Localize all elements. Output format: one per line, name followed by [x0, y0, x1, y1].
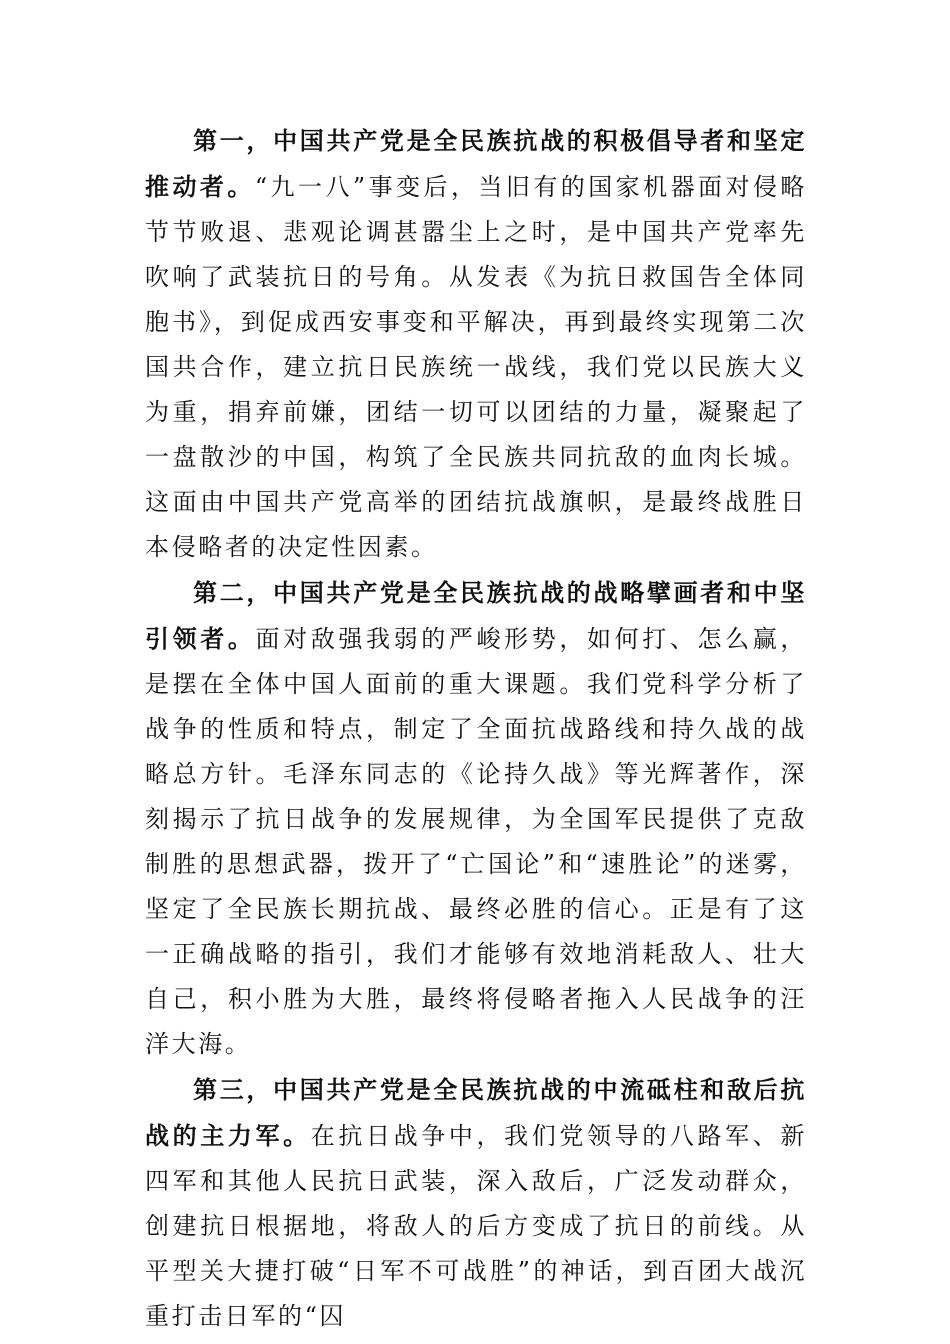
paragraph-3-lead: 第三，中国共产党是全民族抗战的中流砥柱和敌后抗战的主力军。 [145, 1075, 807, 1150]
paragraph-2 [145, 570, 807, 1067]
paragraph-3 [145, 1067, 807, 1339]
paragraph-2-lead: 第二，中国共产党是全民族抗战的战略擘画者和中坚引领者。 [145, 578, 807, 653]
paragraph-1-body: “九一八”事变后，当旧有的国家机器面对侵略节节败退、悲观论调甚嚣尘上之时，是中国共产党率先吹响了武装抗日的号角。从发表《为抗日救国告全体同胞书》，到促成西安事变和平解决，再到最终实现第二次国共合作，建立抗日民族统一战线，我们党以民族大义为重，捐弃前嫌，团结一切可以团结的力量，凝聚起了一盘散沙的中国，构筑了全民族共同抗敌的血肉长城。这面由中国共产党高举的团结抗战旗帜，是最终战胜日本侵略者的决定性因素。 [145, 173, 807, 561]
paragraph-1-lead: 第一，中国共产党是全民族抗战的积极倡导者和坚定推动者。 [145, 126, 807, 201]
paragraph-2-body: 面对敌强我弱的严峻形势，如何打、怎么赢，是摆在全体中国人面前的重大课题。我们党科学分析了战争的性质和特点，制定了全面抗战路线和持久战的战略总方针。毛泽东同志的《论持久战》等光辉著作，深刻揭示了抗日战争的发展规律，为全国军民提供了克敌制胜的思想武器，拨开了“亡国论”和“速胜论”的迷雾，坚定了全民族长期抗战、最终必胜的信心。正是有了这一正确战略的指引，我们才能够有效地消耗敌人、壮大自己，积小胜为大胜，最终将侵略者拖入人民战争的汪洋大海。 [145, 625, 808, 1058]
document-page [145, 118, 807, 1339]
paragraph-3-body: 在抗日战争中，我们党领导的八路军、新四军和其他人民抗日武装，深入敌后，广泛发动群众，创建抗日根据地，将敌人的后方变成了抗日的前线。从平型关大捷打破“日军不可战胜”的神话，到百团大战沉重打击日军的“囚 [145, 1122, 807, 1330]
paragraph-1 [145, 118, 807, 570]
